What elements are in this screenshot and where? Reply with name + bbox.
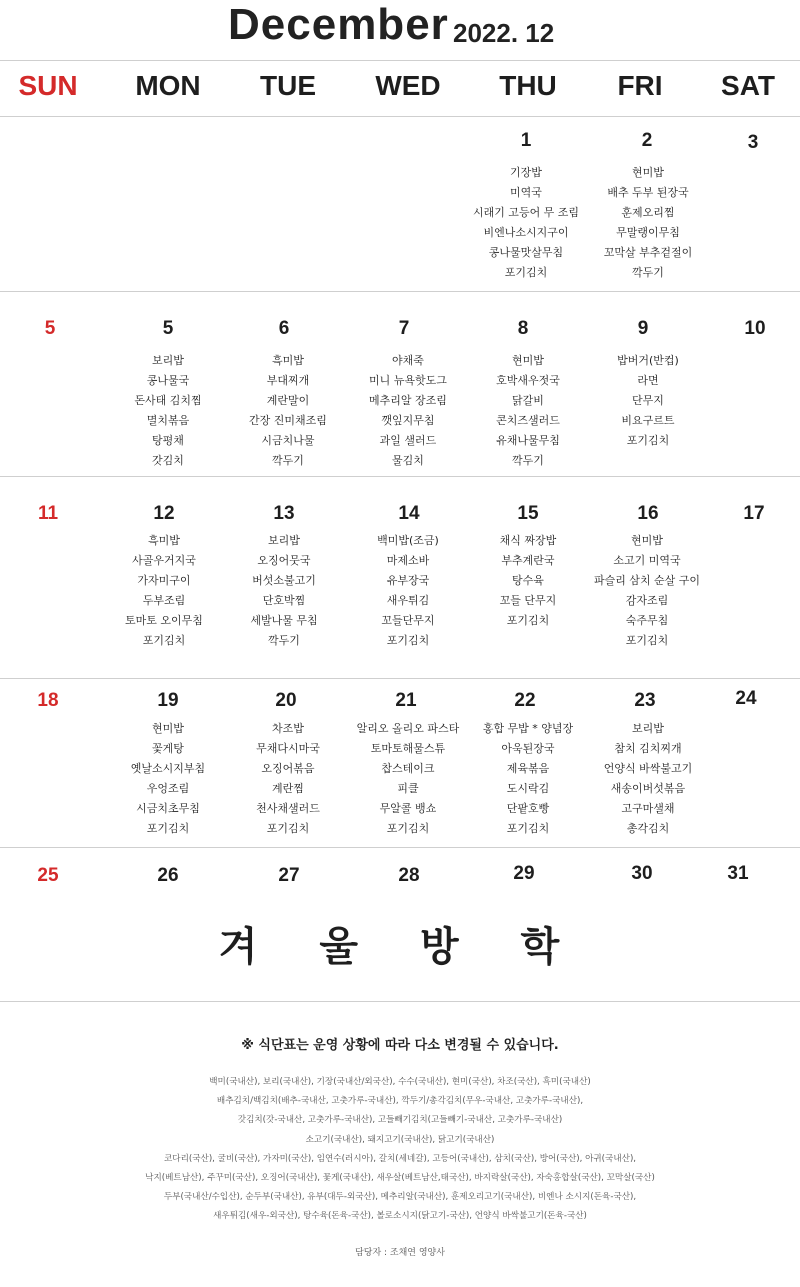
grid-line bbox=[0, 847, 800, 848]
origin-line: 새우튀김(새우-외국산), 탕수육(돈육-국산), 볼로소시지(닭고기-국산), 언양식 바싹불고기(돈육-국산) bbox=[213, 1211, 587, 1222]
menu-item: 꼬들 단무지 bbox=[499, 594, 557, 607]
menu-item: 멸치볶음 bbox=[146, 414, 190, 427]
day-number: 19 bbox=[157, 690, 179, 711]
menu-item: 기장밥 bbox=[510, 166, 542, 179]
winter-vacation-label: 겨울방학 bbox=[218, 924, 622, 970]
menu-item: 포기김치 bbox=[386, 634, 430, 647]
daily-menu bbox=[586, 351, 710, 451]
manager-credit: 담당자 : 조채연 영양사 bbox=[355, 1248, 445, 1258]
daily-menu bbox=[102, 531, 226, 651]
month-title: December bbox=[228, 0, 449, 49]
menu-item: 깻잎지무침 bbox=[381, 414, 435, 427]
day-number: 28 bbox=[398, 865, 420, 886]
menu-item: 마제소바 bbox=[386, 554, 430, 567]
day-number: 12 bbox=[153, 503, 175, 524]
menu-item: 단팥호빵 bbox=[506, 802, 550, 815]
menu-item: 백미밥(조금) bbox=[377, 534, 439, 547]
day-number: 8 bbox=[517, 318, 529, 339]
origin-info bbox=[100, 1073, 700, 1227]
menu-item: 미역국 bbox=[510, 186, 542, 199]
grid-line bbox=[0, 678, 800, 679]
daily-menu bbox=[226, 351, 350, 471]
menu-item: 토마토 오이무침 bbox=[125, 614, 203, 627]
menu-item: 고구마샐채 bbox=[621, 802, 675, 815]
menu-item: 깍두기 bbox=[632, 266, 664, 279]
day-number: 18 bbox=[37, 690, 59, 711]
menu-item: 콩나물맛살무침 bbox=[488, 246, 564, 259]
day-number: 9 bbox=[637, 318, 649, 339]
daily-menu bbox=[466, 719, 590, 839]
weekday-tue: TUE bbox=[260, 70, 316, 101]
menu-item: 포기김치 bbox=[146, 822, 190, 835]
day-number: 11 bbox=[37, 503, 59, 524]
weekday-sun: SUN bbox=[18, 70, 78, 101]
menu-item: 포기김치 bbox=[626, 434, 670, 447]
daily-menu bbox=[106, 351, 230, 471]
menu-item: 닭갈비 bbox=[512, 394, 544, 407]
weekday-wed: WED bbox=[375, 70, 441, 101]
daily-menu bbox=[226, 719, 350, 839]
menu-item: 보리밥 bbox=[632, 722, 664, 735]
menu-item: 포기김치 bbox=[142, 634, 186, 647]
day-number: 5 bbox=[44, 318, 56, 339]
day-number: 10 bbox=[744, 318, 766, 339]
menu-item: 메추리알 장조림 bbox=[369, 394, 447, 407]
menu-item: 비요구르트 bbox=[621, 414, 675, 427]
daily-menu bbox=[586, 163, 710, 283]
weekday-sat: SAT bbox=[721, 70, 775, 101]
menu-item: 계란말이 bbox=[266, 394, 310, 407]
menu-item: 보리밥 bbox=[268, 534, 300, 547]
origin-line: 두부(국내산/수입산), 순두부(국내산), 유부(대두-외국산), 메추리알(국내산), 훈제오리고기(국내산), 비엔나 소시지(돈육-국산), bbox=[163, 1192, 637, 1203]
menu-item: 갓김치 bbox=[152, 454, 184, 467]
grid-line bbox=[0, 291, 800, 292]
grid-line bbox=[0, 1001, 800, 1002]
menu-item: 무말랭이무침 bbox=[616, 226, 680, 239]
menu-item: 부추계란국 bbox=[501, 554, 555, 567]
menu-item: 파슬리 삼치 순살 구이 bbox=[593, 574, 701, 587]
daily-menu bbox=[466, 351, 590, 471]
day-number: 3 bbox=[747, 132, 759, 153]
menu-item: 단호박찜 bbox=[262, 594, 306, 607]
day-number: 29 bbox=[513, 863, 535, 884]
calendar-header bbox=[0, 0, 800, 58]
menu-item: 포기김치 bbox=[506, 614, 550, 627]
day-number: 17 bbox=[743, 503, 765, 524]
menu-item: 콩나물국 bbox=[146, 374, 190, 387]
menu-item: 깍두기 bbox=[272, 454, 304, 467]
daily-menu bbox=[346, 719, 470, 839]
grid-line bbox=[0, 60, 800, 61]
day-number: 1 bbox=[520, 130, 532, 151]
menu-item: 아욱된장국 bbox=[501, 742, 555, 755]
menu-item: 현미밥 bbox=[512, 354, 544, 367]
menu-item: 오징어볶음 bbox=[261, 762, 315, 775]
menu-item: 흑미밥 bbox=[272, 354, 304, 367]
menu-item: 버섯소불고기 bbox=[252, 574, 316, 587]
menu-item: 유부장국 bbox=[386, 574, 430, 587]
day-number: 13 bbox=[273, 503, 295, 524]
menu-item: 무알콜 뱅쇼 bbox=[379, 802, 437, 815]
menu-item: 감자조림 bbox=[625, 594, 669, 607]
menu-item: 과일 샐러드 bbox=[379, 434, 437, 447]
menu-item: 숙주무침 bbox=[625, 614, 669, 627]
menu-item: 포기김치 bbox=[266, 822, 310, 835]
day-number: 20 bbox=[275, 690, 297, 711]
menu-item: 새송이버섯볶음 bbox=[610, 782, 686, 795]
menu-item: 홍합 무밥 * 양념장 bbox=[482, 722, 574, 735]
day-number: 22 bbox=[514, 690, 536, 711]
menu-item: 물김치 bbox=[392, 454, 424, 467]
weekday-fri: FRI bbox=[617, 70, 663, 101]
day-number: 31 bbox=[727, 863, 749, 884]
daily-menu bbox=[106, 719, 230, 839]
day-number: 5 bbox=[162, 318, 174, 339]
menu-item: 훈제오리찜 bbox=[621, 206, 675, 219]
menu-item: 꼬막살 부추겉절이 bbox=[603, 246, 693, 259]
menu-item: 도시락김 bbox=[506, 782, 550, 795]
menu-item: 현미밥 bbox=[631, 534, 663, 547]
menu-item: 깍두기 bbox=[512, 454, 544, 467]
menu-item: 포기김치 bbox=[625, 634, 669, 647]
daily-menu bbox=[346, 531, 470, 651]
menu-item: 단무지 bbox=[632, 394, 664, 407]
menu-item: 현미밥 bbox=[632, 166, 664, 179]
menu-item: 유채나물무침 bbox=[496, 434, 560, 447]
menu-item: 미니 뉴욕핫도그 bbox=[369, 374, 447, 387]
weekday-mon: MON bbox=[135, 70, 201, 101]
origin-line: 소고기(국내산), 돼지고기(국내산), 닭고기(국내산) bbox=[305, 1134, 495, 1145]
day-number: 15 bbox=[517, 503, 539, 524]
menu-item: 가자미구이 bbox=[137, 574, 191, 587]
menu-item: 두부조림 bbox=[142, 594, 186, 607]
menu-item: 배추 두부 된장국 bbox=[607, 186, 689, 199]
daily-menu bbox=[222, 531, 346, 651]
grid-line bbox=[0, 116, 800, 117]
day-number: 26 bbox=[157, 865, 179, 886]
day-number: 16 bbox=[637, 503, 659, 524]
origin-line: 낙지(베트남산), 주꾸미(국산), 오징어(국내산), 꽃게(국내산), 새우살(베트남산,태국산), 바지락살(국산), 자숙홍합살(국산), 꼬막살(국산) bbox=[145, 1173, 655, 1184]
menu-item: 토마토해물스튜 bbox=[370, 742, 446, 755]
menu-item: 비엔나소시지구이 bbox=[483, 226, 569, 239]
menu-item: 포기김치 bbox=[386, 822, 430, 835]
origin-line: 백미(국내산), 보리(국내산), 기장(국내산/외국산), 수수(국내산), 현미(국산), 차조(국산), 흑미(국내산) bbox=[209, 1077, 591, 1087]
menu-item: 세발나물 무침 bbox=[250, 614, 318, 627]
day-number: 27 bbox=[278, 865, 300, 886]
menu-item: 탕평채 bbox=[152, 434, 184, 447]
menu-item: 밥버거(반컵) bbox=[617, 354, 679, 367]
day-number: 21 bbox=[395, 690, 417, 711]
menu-item: 탕수육 bbox=[512, 574, 544, 587]
menu-item: 부대찌개 bbox=[266, 374, 310, 387]
menu-item: 소고기 미역국 bbox=[613, 554, 681, 567]
notice-text: ※ 식단표는 운영 상황에 따라 다소 변경될 수 있습니다. bbox=[241, 1038, 559, 1053]
menu-item: 새우튀김 bbox=[386, 594, 430, 607]
menu-item: 총각김치 bbox=[626, 822, 670, 835]
menu-item: 천사채샐러드 bbox=[256, 802, 320, 815]
menu-item: 참치 김치찌개 bbox=[614, 742, 682, 755]
daily-menu bbox=[346, 351, 470, 471]
day-number: 2 bbox=[641, 130, 653, 151]
day-number: 25 bbox=[37, 865, 59, 886]
daily-menu bbox=[586, 719, 710, 839]
menu-item: 무채다시마국 bbox=[256, 742, 320, 755]
menu-item: 사골우거지국 bbox=[132, 554, 196, 567]
daily-menu bbox=[464, 163, 588, 283]
daily-menu bbox=[466, 531, 590, 631]
menu-item: 콘치즈샐러드 bbox=[496, 414, 560, 427]
menu-item: 야채죽 bbox=[392, 354, 424, 367]
menu-item: 옛날소시지부침 bbox=[130, 762, 206, 775]
menu-item: 채식 짜장밥 bbox=[499, 534, 557, 547]
menu-item: 현미밥 bbox=[152, 722, 184, 735]
menu-item: 차조밥 bbox=[272, 722, 304, 735]
day-number: 14 bbox=[398, 503, 420, 524]
grid-line bbox=[0, 476, 800, 477]
menu-item: 우엉조림 bbox=[146, 782, 190, 795]
origin-line: 코다리(국산), 굴비(국산), 가자미(국산), 임연수(러시아), 갈치(세네갈), 고등어(국내산), 삼치(국산), 방어(국산), 아귀(국내산), bbox=[163, 1153, 637, 1164]
menu-item: 간장 진미채조림 bbox=[249, 414, 327, 427]
menu-item: 계란찜 bbox=[272, 782, 304, 795]
menu-item: 꽃게탕 bbox=[152, 742, 184, 755]
day-number: 30 bbox=[631, 863, 653, 884]
menu-item: 라면 bbox=[637, 374, 659, 387]
day-number: 23 bbox=[634, 690, 656, 711]
menu-item: 포기김치 bbox=[504, 266, 548, 279]
menu-item: 깍두기 bbox=[268, 634, 300, 647]
menu-item: 호박새우젓국 bbox=[496, 374, 560, 387]
menu-item: 보리밥 bbox=[152, 354, 184, 367]
menu-item: 꼬들단무지 bbox=[381, 614, 435, 627]
menu-item: 돈사태 김치찜 bbox=[134, 394, 202, 407]
origin-line: 갓김치(갓-국내산, 고춧가루-국내산), 고들빼기김치(고들빼기-국내산, 고춧가루-국내산) bbox=[237, 1115, 563, 1126]
menu-item: 흑미밥 bbox=[148, 534, 180, 547]
menu-item: 알리오 올리오 파스타 bbox=[356, 722, 460, 735]
menu-item: 포기김치 bbox=[506, 822, 550, 835]
origin-line: 배추김치/백김치(배추-국내산, 고춧가루-국내산), 깍두기/총각김치(무우-국내산, 고춧가루-국내산), bbox=[216, 1096, 584, 1107]
menu-item: 시금치나물 bbox=[261, 434, 315, 447]
day-number: 7 bbox=[398, 318, 410, 339]
menu-item: 언양식 바싹불고기 bbox=[603, 762, 693, 775]
menu-item: 시금치초무침 bbox=[136, 802, 200, 815]
menu-item: 오징어뭇국 bbox=[257, 554, 311, 567]
weekday-thu: THU bbox=[499, 70, 557, 101]
menu-item: 피클 bbox=[397, 782, 419, 795]
daily-menu bbox=[585, 531, 709, 651]
menu-item: 찹스테이크 bbox=[381, 762, 435, 775]
day-number: 6 bbox=[278, 318, 290, 339]
menu-item: 제육볶음 bbox=[506, 762, 550, 775]
day-number: 24 bbox=[735, 688, 757, 709]
year-month-label: 2022. 12 bbox=[453, 18, 555, 48]
menu-item: 시래기 고등어 무 조림 bbox=[472, 206, 580, 219]
